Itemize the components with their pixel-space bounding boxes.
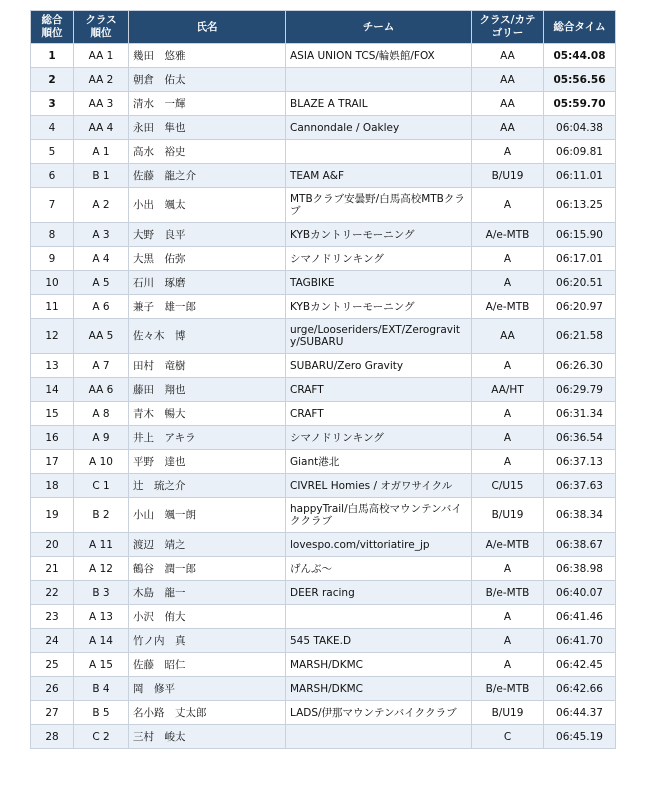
team-cell: Cannondale / Oakley	[286, 116, 472, 140]
category-cell: A	[472, 247, 544, 271]
overall-rank-cell: 3	[31, 92, 74, 116]
total-time-cell: 06:38.67	[544, 533, 616, 557]
table-header-row	[31, 11, 616, 44]
category-cell: A	[472, 653, 544, 677]
total-time-cell: 06:42.45	[544, 653, 616, 677]
overall-rank-cell: 23	[31, 605, 74, 629]
category-cell: B/e-MTB	[472, 581, 544, 605]
category-cell: B/U19	[472, 164, 544, 188]
overall-rank-cell: 12	[31, 319, 74, 354]
total-time-cell: 06:17.01	[544, 247, 616, 271]
category-cell: C	[472, 725, 544, 749]
table-row	[31, 44, 616, 68]
header-class-rank: クラス 順位	[74, 11, 129, 44]
category-cell: B/U19	[472, 498, 544, 533]
team-cell: DEER racing	[286, 581, 472, 605]
total-time-cell: 05:56.56	[544, 68, 616, 92]
class-rank-cell: A 14	[74, 629, 129, 653]
name-cell: 幾田 悠雅	[129, 44, 286, 68]
total-time-cell: 06:11.01	[544, 164, 616, 188]
overall-rank-cell: 27	[31, 701, 74, 725]
header-category: クラス/カテ ゴリー	[472, 11, 544, 44]
team-cell: SUBARU/Zero Gravity	[286, 354, 472, 378]
total-time-cell: 06:45.19	[544, 725, 616, 749]
name-cell: 田村 竜樹	[129, 354, 286, 378]
header-overall-rank: 総合 順位	[31, 11, 74, 44]
table-row	[31, 164, 616, 188]
category-cell: B/U19	[472, 701, 544, 725]
overall-rank-cell: 15	[31, 402, 74, 426]
header-team: チーム	[286, 11, 472, 44]
class-rank-cell: AA 5	[74, 319, 129, 354]
name-cell: 佐藤 昭仁	[129, 653, 286, 677]
team-cell	[286, 725, 472, 749]
class-rank-cell: A 1	[74, 140, 129, 164]
total-time-cell: 05:59.70	[544, 92, 616, 116]
table-row	[31, 557, 616, 581]
overall-rank-cell: 4	[31, 116, 74, 140]
total-time-cell: 06:15.90	[544, 223, 616, 247]
class-rank-cell: B 1	[74, 164, 129, 188]
name-cell: 高水 裕史	[129, 140, 286, 164]
name-cell: 大黒 佑弥	[129, 247, 286, 271]
table-row	[31, 223, 616, 247]
total-time-cell: 06:40.07	[544, 581, 616, 605]
table-row	[31, 188, 616, 223]
total-time-cell: 06:29.79	[544, 378, 616, 402]
total-time-cell: 06:21.58	[544, 319, 616, 354]
team-cell: urge/Looseriders/EXT/Zerogravity/SUBARU	[286, 319, 472, 354]
overall-rank-cell: 16	[31, 426, 74, 450]
category-cell: A	[472, 605, 544, 629]
name-cell: 小沢 侑大	[129, 605, 286, 629]
name-cell: 小出 颯太	[129, 188, 286, 223]
team-cell	[286, 140, 472, 164]
overall-rank-cell: 13	[31, 354, 74, 378]
team-cell: CIVREL Homies / オガワサイクル	[286, 474, 472, 498]
category-cell: A/e-MTB	[472, 223, 544, 247]
overall-rank-cell: 11	[31, 295, 74, 319]
class-rank-cell: AA 2	[74, 68, 129, 92]
overall-rank-cell: 8	[31, 223, 74, 247]
category-cell: AA	[472, 116, 544, 140]
name-cell: 青木 暢大	[129, 402, 286, 426]
class-rank-cell: A 9	[74, 426, 129, 450]
team-cell: CRAFT	[286, 402, 472, 426]
team-cell	[286, 605, 472, 629]
class-rank-cell: AA 6	[74, 378, 129, 402]
class-rank-cell: B 2	[74, 498, 129, 533]
total-time-cell: 06:42.66	[544, 677, 616, 701]
class-rank-cell: A 2	[74, 188, 129, 223]
category-cell: B/e-MTB	[472, 677, 544, 701]
name-cell: 佐々木 博	[129, 319, 286, 354]
team-cell: KYBカントリーモーニング	[286, 223, 472, 247]
table-row	[31, 319, 616, 354]
class-rank-cell: A 5	[74, 271, 129, 295]
total-time-cell: 06:37.13	[544, 450, 616, 474]
name-cell: 三村 峻太	[129, 725, 286, 749]
total-time-cell: 06:20.97	[544, 295, 616, 319]
table-row	[31, 271, 616, 295]
overall-rank-cell: 25	[31, 653, 74, 677]
name-cell: 井上 アキラ	[129, 426, 286, 450]
overall-rank-cell: 22	[31, 581, 74, 605]
team-cell: ASIA UNION TCS/輪娯館/FOX	[286, 44, 472, 68]
table-row	[31, 701, 616, 725]
class-rank-cell: A 15	[74, 653, 129, 677]
team-cell: MTBクラブ安曇野/白馬高校MTBクラブ	[286, 188, 472, 223]
team-cell: CRAFT	[286, 378, 472, 402]
category-cell: A	[472, 426, 544, 450]
class-rank-cell: B 4	[74, 677, 129, 701]
table-row	[31, 378, 616, 402]
class-rank-cell: B 5	[74, 701, 129, 725]
class-rank-cell: AA 3	[74, 92, 129, 116]
team-cell: LADS/伊那マウンテンバイククラブ	[286, 701, 472, 725]
table-row	[31, 474, 616, 498]
team-cell: Giant港北	[286, 450, 472, 474]
table-row	[31, 247, 616, 271]
class-rank-cell: A 12	[74, 557, 129, 581]
name-cell: 辻 琉之介	[129, 474, 286, 498]
table-row	[31, 605, 616, 629]
overall-rank-cell: 9	[31, 247, 74, 271]
team-cell: シマノドリンキング	[286, 426, 472, 450]
name-cell: 平野 達也	[129, 450, 286, 474]
category-cell: A	[472, 629, 544, 653]
total-time-cell: 06:41.70	[544, 629, 616, 653]
category-cell: AA	[472, 68, 544, 92]
overall-rank-cell: 6	[31, 164, 74, 188]
table-row	[31, 295, 616, 319]
name-cell: 朝倉 佑太	[129, 68, 286, 92]
table-row	[31, 653, 616, 677]
overall-rank-cell: 10	[31, 271, 74, 295]
table-row	[31, 677, 616, 701]
total-time-cell: 06:20.51	[544, 271, 616, 295]
name-cell: 岡 修平	[129, 677, 286, 701]
overall-rank-cell: 20	[31, 533, 74, 557]
name-cell: 佐藤 龍之介	[129, 164, 286, 188]
table-row	[31, 402, 616, 426]
category-cell: A/e-MTB	[472, 533, 544, 557]
team-cell: lovespo.com/vittoriatire_jp	[286, 533, 472, 557]
class-rank-cell: A 3	[74, 223, 129, 247]
class-rank-cell: B 3	[74, 581, 129, 605]
total-time-cell: 06:26.30	[544, 354, 616, 378]
table-row	[31, 450, 616, 474]
category-cell: AA	[472, 319, 544, 354]
team-cell: MARSH/DKMC	[286, 653, 472, 677]
overall-rank-cell: 14	[31, 378, 74, 402]
class-rank-cell: AA 4	[74, 116, 129, 140]
class-rank-cell: A 7	[74, 354, 129, 378]
team-cell: MARSH/DKMC	[286, 677, 472, 701]
team-cell: TAGBIKE	[286, 271, 472, 295]
team-cell: シマノドリンキング	[286, 247, 472, 271]
overall-rank-cell: 1	[31, 44, 74, 68]
header-total-time: 総合タイム	[544, 11, 616, 44]
name-cell: 永田 隼也	[129, 116, 286, 140]
class-rank-cell: C 2	[74, 725, 129, 749]
table-row	[31, 140, 616, 164]
name-cell: 鶴谷 潤一郎	[129, 557, 286, 581]
category-cell: A	[472, 188, 544, 223]
total-time-cell: 06:13.25	[544, 188, 616, 223]
team-cell: KYBカントリーモーニング	[286, 295, 472, 319]
total-time-cell: 05:44.08	[544, 44, 616, 68]
team-cell	[286, 68, 472, 92]
name-cell: 清水 一輝	[129, 92, 286, 116]
table-row	[31, 498, 616, 533]
total-time-cell: 06:38.98	[544, 557, 616, 581]
name-cell: 名小路 丈太郎	[129, 701, 286, 725]
name-cell: 藤田 翔也	[129, 378, 286, 402]
name-cell: 木島 龍一	[129, 581, 286, 605]
name-cell: 小山 颯一朗	[129, 498, 286, 533]
name-cell: 大野 良平	[129, 223, 286, 247]
category-cell: A	[472, 354, 544, 378]
category-cell: A	[472, 557, 544, 581]
category-cell: A	[472, 402, 544, 426]
class-rank-cell: A 8	[74, 402, 129, 426]
team-cell: げんぶ～	[286, 557, 472, 581]
total-time-cell: 06:09.81	[544, 140, 616, 164]
table-row	[31, 533, 616, 557]
total-time-cell: 06:31.34	[544, 402, 616, 426]
overall-rank-cell: 24	[31, 629, 74, 653]
category-cell: A	[472, 271, 544, 295]
overall-rank-cell: 26	[31, 677, 74, 701]
class-rank-cell: A 11	[74, 533, 129, 557]
category-cell: AA	[472, 92, 544, 116]
class-rank-cell: C 1	[74, 474, 129, 498]
class-rank-cell: A 13	[74, 605, 129, 629]
overall-rank-cell: 7	[31, 188, 74, 223]
total-time-cell: 06:04.38	[544, 116, 616, 140]
table-row	[31, 629, 616, 653]
class-rank-cell: A 10	[74, 450, 129, 474]
total-time-cell: 06:38.34	[544, 498, 616, 533]
table-row	[31, 725, 616, 749]
total-time-cell: 06:41.46	[544, 605, 616, 629]
category-cell: AA/HT	[472, 378, 544, 402]
name-cell: 渡辺 靖之	[129, 533, 286, 557]
results-table	[30, 10, 616, 749]
category-cell: A	[472, 140, 544, 164]
total-time-cell: 06:44.37	[544, 701, 616, 725]
class-rank-cell: A 4	[74, 247, 129, 271]
table-row	[31, 426, 616, 450]
category-cell: AA	[472, 44, 544, 68]
category-cell: C/U15	[472, 474, 544, 498]
overall-rank-cell: 19	[31, 498, 74, 533]
name-cell: 竹ノ内 真	[129, 629, 286, 653]
name-cell: 石川 琢磨	[129, 271, 286, 295]
table-row	[31, 92, 616, 116]
overall-rank-cell: 28	[31, 725, 74, 749]
overall-rank-cell: 17	[31, 450, 74, 474]
total-time-cell: 06:36.54	[544, 426, 616, 450]
overall-rank-cell: 18	[31, 474, 74, 498]
category-cell: A	[472, 450, 544, 474]
team-cell: happyTrail/白馬高校マウンテンバイククラブ	[286, 498, 472, 533]
table-row	[31, 581, 616, 605]
team-cell: BLAZE A TRAIL	[286, 92, 472, 116]
overall-rank-cell: 5	[31, 140, 74, 164]
table-row	[31, 68, 616, 92]
team-cell: 545 TAKE.D	[286, 629, 472, 653]
name-cell: 兼子 雄一郎	[129, 295, 286, 319]
overall-rank-cell: 2	[31, 68, 74, 92]
total-time-cell: 06:37.63	[544, 474, 616, 498]
team-cell: TEAM A&F	[286, 164, 472, 188]
overall-rank-cell: 21	[31, 557, 74, 581]
header-name: 氏名	[129, 11, 286, 44]
table-row	[31, 354, 616, 378]
class-rank-cell: A 6	[74, 295, 129, 319]
class-rank-cell: AA 1	[74, 44, 129, 68]
category-cell: A/e-MTB	[472, 295, 544, 319]
results-table-container	[30, 10, 615, 749]
table-row	[31, 116, 616, 140]
